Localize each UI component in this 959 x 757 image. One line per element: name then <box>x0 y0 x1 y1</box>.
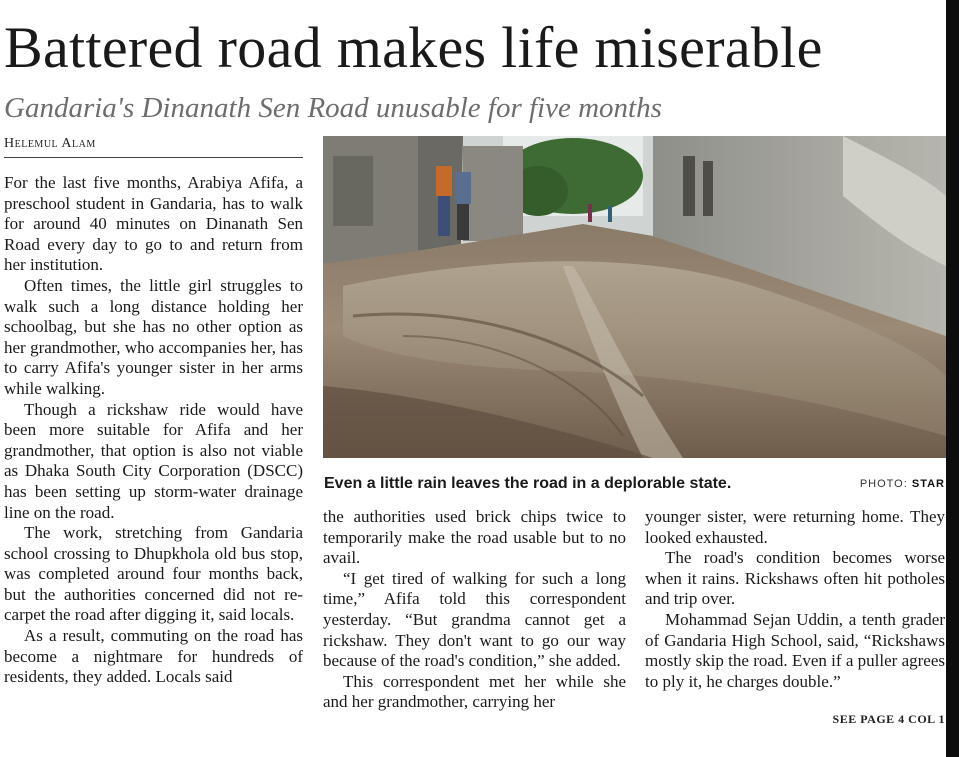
paragraph: The work, stretching from Gandaria school crossing to Dhupkhola old bus stop, was completed around four months back, but the authorities concerned did not re-carpet the road after digging it, said locals. <box>4 523 303 625</box>
paragraph: “I get tired of walking for such a long time,” Afifa told this correspondent yesterday. “But grandma cannot get a rickshaw. They don't want to go our way because of the road's condition,” she added. <box>323 568 626 671</box>
paragraph: Often times, the little girl struggles to walk such a long distance holding her schoolbag, but she has no other option as her grandmother, who accompanies her, has to carry Afifa's younger sister in her arms while walking. <box>4 275 303 398</box>
photo-credit-label: PHOTO: <box>859 478 908 490</box>
article-column-1 <box>4 173 303 688</box>
continuation-note: SEE PAGE 4 COL 1 <box>832 712 945 726</box>
paragraph: Mohammad Sejan Uddin, a tenth grader of Gandaria High School, said, “Rickshaws mostly skip the road. Even if a puller agrees to ply it, he charges double.” <box>645 609 945 691</box>
paragraph: younger sister, were returning home. They looked exhausted. <box>645 507 945 547</box>
headline: Battered road makes life miserable <box>4 15 823 80</box>
paragraph: Though a rickshaw ride would have been more suitable for Afifa and her grandmother, that option is also not viable as Dhaka South City Corporation (DSCC) has been setting up storm-water drainage line on the road. <box>4 399 303 522</box>
photo-credit <box>860 477 945 491</box>
article-column-3 <box>645 507 945 692</box>
byline: Helemul Alam <box>4 135 303 158</box>
paragraph: As a result, commuting on the road has become a nightmare for hundreds of residents, they added. Locals said <box>4 626 303 687</box>
photo-caption: Even a little rain leaves the road in a deplorable state. <box>324 475 732 492</box>
paragraph: The road's condition becomes worse when it rains. Rickshaws often hit potholes and trip over. <box>645 548 945 609</box>
paragraph: This correspondent met her while she and her grandmother, carrying her <box>323 671 626 712</box>
road-photo <box>323 136 946 458</box>
photo-credit-source: STAR <box>911 478 945 490</box>
article-column-2 <box>323 507 626 713</box>
paragraph: the authorities used brick chips twice to temporarily make the road usable but to no avail. <box>323 507 626 568</box>
page-edge-bar <box>946 0 959 757</box>
paragraph: For the last five months, Arabiya Afifa, a preschool student in Gandaria, has to walk for around 40 minutes on Dinanath Sen Road every day to go to and return from her institution. <box>4 173 303 275</box>
subheadline: Gandaria's Dinanath Sen Road unusable for five months <box>4 92 662 124</box>
